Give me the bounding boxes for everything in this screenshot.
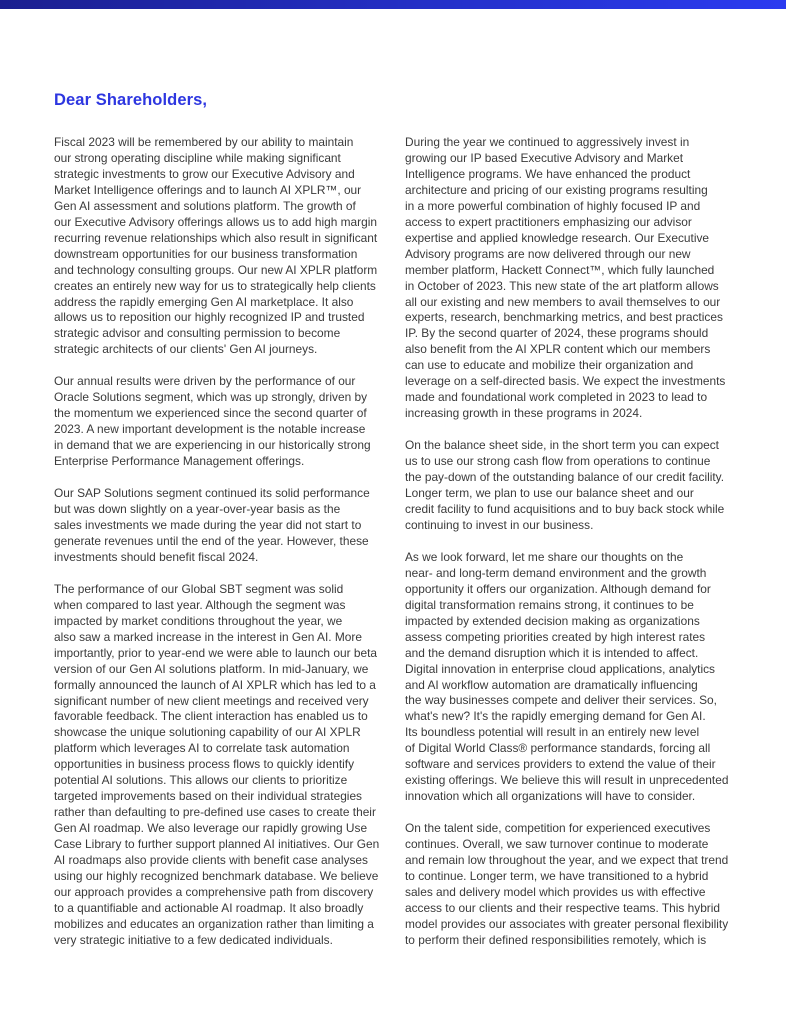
text-line: us to use our strong cash flow from operations to continue [405, 454, 711, 469]
text-line: but was down slightly on a year-over-year basis as the [54, 502, 341, 517]
text-line: Fiscal 2023 will be remembered by our ability to maintain [54, 135, 354, 149]
text-line: continuing to invest in our business. [405, 517, 594, 532]
text-line: existing offerings. We believe this will result in unprecedented [405, 773, 729, 788]
text-line: The performance of our Global SBT segment was solid [54, 581, 344, 596]
text-line: what's new? It's the rapidly emerging demand for Gen AI. [405, 709, 706, 724]
text-line: our approach provides a comprehensive path from discovery [54, 884, 374, 899]
paragraph [54, 374, 382, 470]
paragraph [405, 821, 735, 949]
text-line: Case Library to further support planned AI initiatives. Our Gen [54, 837, 380, 852]
text-line: recurring revenue relationships which also result in significant [54, 230, 378, 245]
text-line: showcase the unique solutioning capability of our AI XPLR [54, 725, 361, 740]
paragraph [405, 438, 735, 534]
text-line: our strong operating discipline while making significant [54, 150, 341, 165]
letter-right-column [405, 135, 735, 965]
text-line: member platform, Hackett Connect™, which fully launched [405, 262, 715, 277]
text-line: expertise and applied knowledge research. Our Executive [405, 230, 710, 245]
text-line: in a more powerful combination of highly focused IP and [405, 198, 701, 213]
text-line: formally announced the launch of AI XPLR which has led to a [54, 677, 376, 692]
text-line: Digital innovation in enterprise cloud applications, analytics [405, 661, 715, 676]
text-line: Our SAP Solutions segment continued its solid performance [54, 486, 370, 501]
text-line: growing our IP based Executive Advisory and Market [405, 150, 684, 165]
text-line: access to our clients and their respective teams. This hybrid [405, 900, 721, 915]
text-line: rather than defaulting to pre-defined use cases to create their [54, 805, 376, 820]
text-line: to continue. Longer term, we have transitioned to a hybrid [405, 868, 709, 883]
text-line: sales investments we made during the year did not start to [54, 517, 362, 532]
text-line: address the rapidly emerging Gen AI marketplace. It also [54, 294, 354, 309]
text-line: very strategic initiative to a few dedicated individuals. [54, 932, 333, 947]
header-accent-bar [0, 0, 786, 9]
text-line: in October of 2023. This new state of the art platform allows [405, 278, 719, 293]
text-line: investments should benefit fiscal 2024. [54, 549, 259, 564]
text-line: Intelligence programs. We have enhanced the product [405, 166, 691, 181]
text-line: can use to educate and mobilize their organization and [405, 358, 694, 373]
text-line: opportunities in business process flows to quickly identify [54, 757, 355, 772]
text-line: version of our Gen AI solutions platform. In mid-January, we [54, 661, 369, 676]
text-line: and technology consulting groups. Our new AI XPLR platform [54, 262, 378, 277]
text-line: when compared to last year. Although the segment was [54, 597, 346, 612]
text-line: IP. By the second quarter of 2024, these programs should [405, 326, 709, 341]
text-line: mobilizes and educates an organization rather than limiting a [54, 916, 374, 931]
text-line: credit facility to fund acquisitions and to buy back stock while [405, 501, 725, 516]
text-line: As we look forward, let me share our thoughts on the [405, 549, 684, 564]
text-line: targeted improvements based on their individual strategies [54, 789, 363, 804]
paragraph [54, 582, 382, 949]
text-line: opportunity it offers our organization. Although demand for [405, 581, 711, 596]
text-line: the momentum we experienced since the second quarter of [54, 406, 367, 421]
text-line: access to expert practitioners emphasizing our advisor [405, 214, 692, 229]
paragraph [54, 486, 382, 566]
text-line: experts, research, benchmarking metrics, and best practices [405, 310, 723, 325]
text-line: Enterprise Performance Management offerings. [54, 454, 305, 469]
text-line: the pay-down of the outstanding balance of our credit facility. [405, 470, 725, 485]
text-line: favorable feedback. The client interaction has enabled us to [54, 709, 368, 724]
text-line: to a quantifiable and actionable AI roadmap. It also broadly [54, 900, 364, 915]
text-line: sales and delivery model which provides us with effective [405, 884, 706, 899]
text-line: made and foundational work completed in 2023 to lead to [405, 390, 708, 405]
text-line: impacted by extended decision making as organizations [405, 613, 700, 628]
text-line: continues. Overall, we saw turnover continue to moderate [405, 837, 709, 852]
text-line: Oracle Solutions segment, which was up strongly, driven by [54, 390, 368, 405]
text-line: On the talent side, competition for experienced executives [405, 821, 711, 836]
text-line: our Executive Advisory offerings allows us to add high margin [54, 214, 377, 229]
text-line: of Digital World Class® performance standards, forcing all [405, 741, 711, 756]
text-line: Gen AI assessment and solutions platform. The growth of [54, 198, 356, 213]
text-line: leverage on a self-directed basis. We expect the investments [405, 374, 726, 389]
text-line: strategic investments to grow our Executive Advisory and [54, 166, 355, 181]
text-line: Its boundless potential will result in an entirely new level [405, 725, 700, 740]
text-line: platform which leverages AI to correlate task automation [54, 741, 350, 756]
text-line: and AI workflow automation are dramatically influencing [405, 677, 698, 692]
text-line: the way businesses compete and deliver their services. So, [405, 693, 717, 708]
text-line: and remain low throughout the year, and we expect that trend [405, 853, 729, 868]
text-line: software and services providers to extend the value of their [405, 757, 716, 772]
text-line: to perform their defined responsibilities remotely, which is [405, 932, 707, 947]
text-line: potential AI solutions. This allows our clients to prioritize [54, 773, 348, 788]
text-line: model provides our associates with greater personal flexibility [405, 916, 729, 931]
text-line: digital transformation remains strong, it continues to be [405, 597, 694, 612]
text-line: all our existing and new members to avail themselves to our [405, 294, 721, 309]
text-line: 2023. A new important development is the notable increase [54, 422, 366, 437]
text-line: near- and long-term demand environment and the growth [405, 565, 707, 580]
text-line: On the balance sheet side, in the short term you can expect [405, 438, 719, 453]
text-line: During the year we continued to aggressively invest in [405, 135, 690, 149]
text-line: using our highly recognized benchmark database. We believe [54, 868, 379, 883]
text-line: innovation which all organizations will have to consider. [405, 789, 696, 804]
paragraph [405, 135, 735, 422]
text-line: Our annual results were driven by the performance of our [54, 374, 356, 389]
text-line: significant number of new client meetings and received very [54, 693, 369, 708]
text-line: increasing growth in these programs in 2024. [405, 406, 643, 421]
text-line: Market Intelligence offerings and to launch AI XPLR™, our [54, 182, 362, 197]
text-line: also benefit from the AI XPLR content which our members [405, 342, 711, 357]
letter-greeting: Dear Shareholders, [54, 91, 208, 109]
paragraph [54, 135, 382, 358]
text-line: also saw a marked increase in the interest in Gen AI. More [54, 629, 362, 644]
text-line: in demand that we are experiencing in our historically strong [54, 438, 371, 453]
text-line: importantly, prior to year-end we were able to launch our beta [54, 645, 377, 660]
text-line: assess competing priorities created by high interest rates [405, 629, 706, 644]
letter-left-column [54, 135, 382, 965]
paragraph [405, 550, 735, 805]
text-line: Longer term, we plan to use our balance sheet and our [405, 486, 694, 501]
text-line: creates an entirely new way for us to strategically help clients [54, 278, 376, 293]
text-line: architecture and pricing of our existing programs resulting [405, 182, 708, 197]
text-line: downstream opportunities for our business transformation [54, 246, 358, 261]
text-line: and the demand disruption which it is intended to affect. [405, 645, 699, 660]
text-line: allows us to reposition our highly recognized IP and trusted [54, 310, 365, 325]
text-line: strategic architects of our clients' Gen AI journeys. [54, 342, 318, 357]
text-line: strategic advisor and consulting permission to become [54, 326, 341, 341]
text-line: Gen AI roadmap. We also leverage our rapidly growing Use [54, 821, 368, 836]
text-line: impacted by market conditions throughout the year, we [54, 613, 343, 628]
text-line: AI roadmaps also provide clients with benefit case analyses [54, 853, 368, 868]
text-line: Advisory programs are now delivered through our new [405, 246, 691, 261]
text-line: generate revenues until the end of the year. However, these [54, 533, 369, 548]
